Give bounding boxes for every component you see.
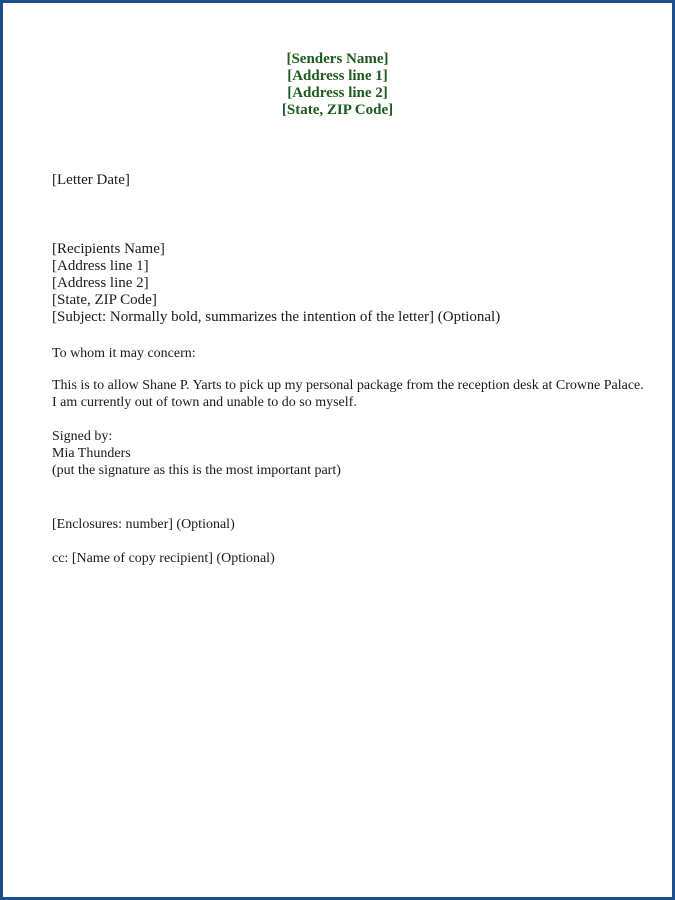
signature-block	[52, 428, 642, 479]
enclosures-line: [Enclosures: number] (Optional)	[52, 517, 235, 532]
sender-address-line-2: [Address line 2]	[287, 85, 388, 101]
letter-date: [Letter Date]	[52, 172, 130, 188]
signature-note: (put the signature as this is the most important part)	[52, 463, 341, 478]
sender-block	[3, 51, 672, 119]
recipient-address-line-1: [Address line 1]	[52, 258, 149, 274]
recipient-name: [Recipients Name]	[52, 241, 165, 257]
sender-state-zip: [State, ZIP Code]	[281, 102, 394, 118]
body-line-1: This is to allow Shane P. Yarts to pick up my personal package from the reception desk at Crowne Palace.	[52, 378, 644, 393]
recipient-block	[52, 241, 642, 326]
body-line-2: I am currently out of town and unable to do so myself.	[52, 395, 357, 410]
subject-line: [Subject: Normally bold, summarizes the intention of the letter] (Optional)	[52, 309, 501, 325]
cc-block	[52, 550, 642, 567]
recipient-address-line-2: [Address line 2]	[52, 275, 149, 291]
signed-by-label: Signed by:	[52, 429, 113, 444]
cc-line: cc: [Name of copy recipient] (Optional)	[52, 551, 275, 566]
sender-name: [Senders Name]	[286, 51, 389, 67]
enclosures-block	[52, 516, 642, 533]
signer-name: Mia Thunders	[52, 446, 131, 461]
salutation: To whom it may concern:	[52, 346, 196, 361]
body-block	[52, 377, 642, 411]
salutation-block	[52, 345, 642, 362]
recipient-state-zip: [State, ZIP Code]	[52, 292, 157, 308]
letter-date-block	[52, 172, 642, 189]
sender-address-line-1: [Address line 1]	[287, 68, 388, 84]
